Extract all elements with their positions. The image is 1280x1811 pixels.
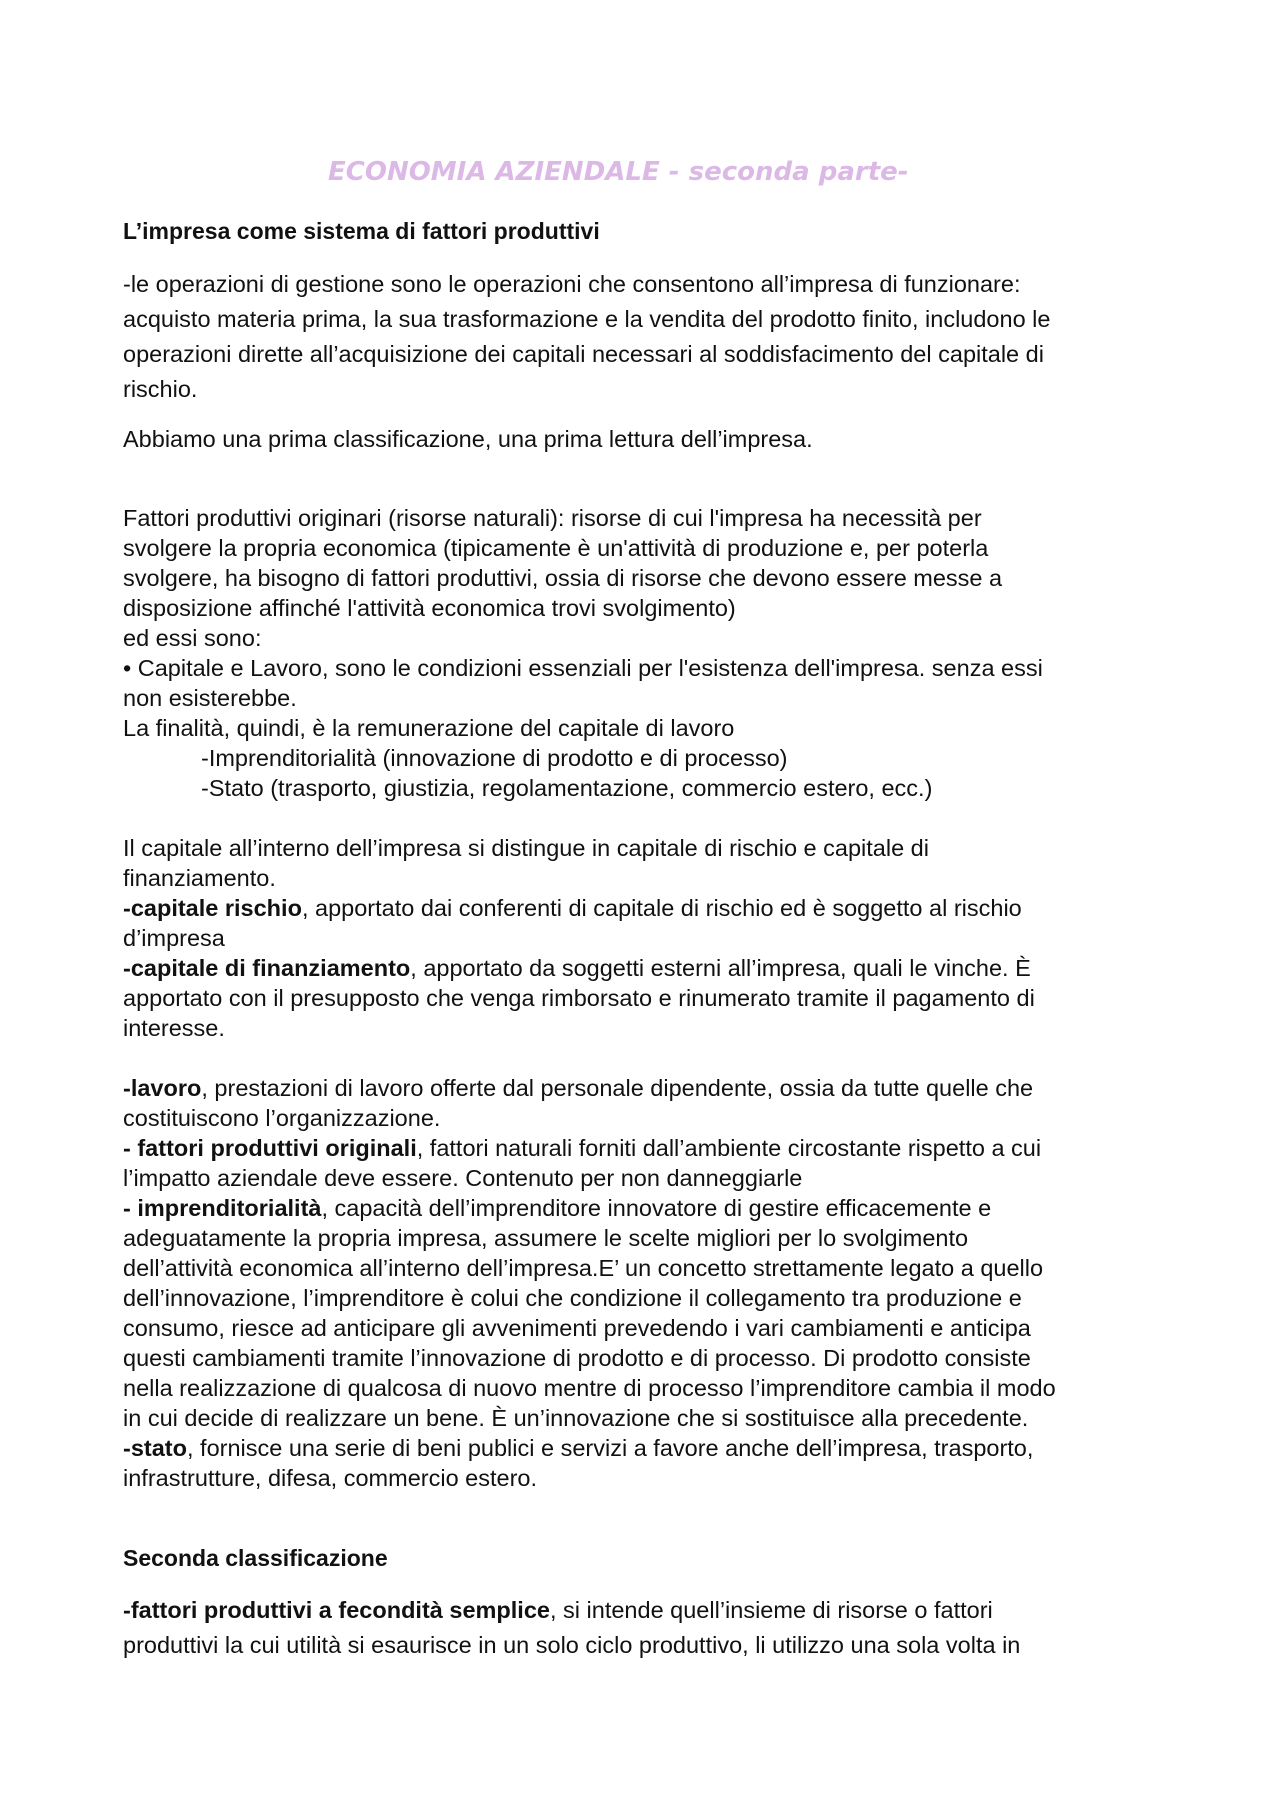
document-title: ECONOMIA AZIENDALE - seconda parte- bbox=[328, 157, 909, 187]
text-line: svolgere la propria economica (tipicamente è un'attività di produzione e, per poterla bbox=[123, 535, 989, 561]
paragraph-fattori-originari bbox=[123, 503, 1163, 803]
text-line: non esisterebbe. bbox=[123, 685, 297, 711]
term-label: - fattori produttivi originali bbox=[123, 1135, 417, 1161]
definition-fecondita-semplice bbox=[123, 1593, 1163, 1628]
section-heading-fattori-produttivi: L’impresa come sistema di fattori produttivi bbox=[123, 218, 600, 244]
paragraph-capitale bbox=[123, 833, 1163, 1043]
text-line: acquisto materia prima, la sua trasformazione e la vendita del prodotto finito, includono le bbox=[123, 306, 1051, 332]
term-text: , capacità dell’imprenditore innovatore di gestire efficacemente e bbox=[321, 1195, 992, 1221]
term-label: -lavoro bbox=[123, 1075, 202, 1101]
text-line: -le operazioni di gestione sono le operazioni che consentono all’impresa di funzionare: bbox=[123, 271, 1021, 297]
definition-fattori-originali bbox=[123, 1133, 1163, 1163]
text-line: finanziamento. bbox=[123, 865, 276, 891]
text-line: produttivi la cui utilità si esaurisce in un solo ciclo produttivo, li utilizzo una sola volta in bbox=[123, 1632, 1021, 1658]
text-line: disposizione affinché l'attività economica trovi svolgimento) bbox=[123, 595, 736, 621]
text-line: dell’attività economica all’interno dell’impresa.E’ un concetto strettamente legato a quello bbox=[123, 1255, 1044, 1281]
text-line: apportato con il presupposto che venga rimborsato e rinumerato tramite il pagamento di bbox=[123, 985, 1035, 1011]
term-label: - imprenditorialità bbox=[123, 1195, 322, 1221]
indented-line: -Imprenditorialità (innovazione di prodotto e di processo) bbox=[201, 745, 788, 771]
term-text: , si intende quell’insieme di risorse o fattori bbox=[549, 1597, 993, 1623]
text-line: dell’innovazione, l’imprenditore è colui che condizione il collegamento tra produzione e bbox=[123, 1285, 1022, 1311]
term-label: -capitale rischio bbox=[123, 895, 302, 921]
text-line: Abbiamo una prima classificazione, una prima lettura dell’impresa. bbox=[123, 426, 813, 452]
paragraph-operazioni-gestione bbox=[123, 267, 1163, 407]
text-line: nella realizzazione di qualcosa di nuovo mentre di processo l’imprenditore cambia il modo bbox=[123, 1375, 1056, 1401]
text-line: • Capitale e Lavoro, sono le condizioni essenziali per l'esistenza dell'impresa. senza essi bbox=[123, 655, 1043, 681]
indented-line: -Stato (trasporto, giustizia, regolamentazione, commercio estero, ecc.) bbox=[201, 775, 933, 801]
text-line: Il capitale all’interno dell’impresa si distingue in capitale di rischio e capitale di bbox=[123, 835, 929, 861]
text-line: Fattori produttivi originari (risorse naturali): risorse di cui l'impresa ha necessità per bbox=[123, 505, 982, 531]
paragraph-definizioni bbox=[123, 1073, 1163, 1493]
text-line: costituiscono l’organizzazione. bbox=[123, 1105, 441, 1131]
definition-imprenditorialita bbox=[123, 1193, 1163, 1223]
text-line: l’impatto aziendale deve essere. Contenuto per non danneggiarle bbox=[123, 1165, 803, 1191]
term-text: , apportato da soggetti esterni all’impresa, quali le vinche. È bbox=[410, 955, 1031, 981]
paragraph-prima-classificazione bbox=[123, 422, 1163, 457]
section-heading-seconda-classificazione: Seconda classificazione bbox=[123, 1545, 388, 1571]
term-text: , apportato dai conferenti di capitale di rischio ed è soggetto al rischio bbox=[301, 895, 1022, 921]
text-line: infrastrutture, difesa, commercio estero. bbox=[123, 1465, 538, 1491]
text-line: consumo, riesce ad anticipare gli avvenimenti prevedendo i vari cambiamenti e anticipa bbox=[123, 1315, 1031, 1341]
term-text: , fattori naturali forniti dall’ambiente circostante rispetto a cui bbox=[416, 1135, 1042, 1161]
text-line: interesse. bbox=[123, 1015, 225, 1041]
definition-capitale-rischio bbox=[123, 893, 1163, 923]
definition-capitale-finanziamento bbox=[123, 953, 1163, 983]
term-text: , fornisce una serie di beni publici e servizi a favore anche dell’impresa, trasporto, bbox=[186, 1435, 1034, 1461]
definition-lavoro bbox=[123, 1073, 1163, 1103]
term-text: , prestazioni di lavoro offerte dal personale dipendente, ossia da tutte quelle che bbox=[201, 1075, 1034, 1101]
text-line: adeguatamente la propria impresa, assumere le scelte migliori per lo svolgimento bbox=[123, 1225, 969, 1251]
text-line: rischio. bbox=[123, 376, 198, 402]
text-line: operazioni dirette all’acquisizione dei capitali necessari al soddisfacimento del capitale di bbox=[123, 341, 1044, 367]
text-line: svolgere, ha bisogno di fattori produttivi, ossia di risorse che devono essere messe a bbox=[123, 565, 1003, 591]
text-line: La finalità, quindi, è la remunerazione del capitale di lavoro bbox=[123, 715, 735, 741]
definition-stato bbox=[123, 1433, 1163, 1463]
text-line: d’impresa bbox=[123, 925, 225, 951]
term-label: -stato bbox=[123, 1435, 187, 1461]
paragraph-fecondita-semplice bbox=[123, 1593, 1163, 1663]
text-line: questi cambiamenti tramite l’innovazione di prodotto e di processo. Di prodotto consiste bbox=[123, 1345, 1031, 1371]
term-label: -capitale di finanziamento bbox=[123, 955, 411, 981]
text-line: ed essi sono: bbox=[123, 625, 262, 651]
term-label: -fattori produttivi a fecondità semplice bbox=[123, 1597, 550, 1623]
text-line: in cui decide di realizzare un bene. È un’innovazione che si sostituisce alla precedente. bbox=[123, 1405, 1029, 1431]
